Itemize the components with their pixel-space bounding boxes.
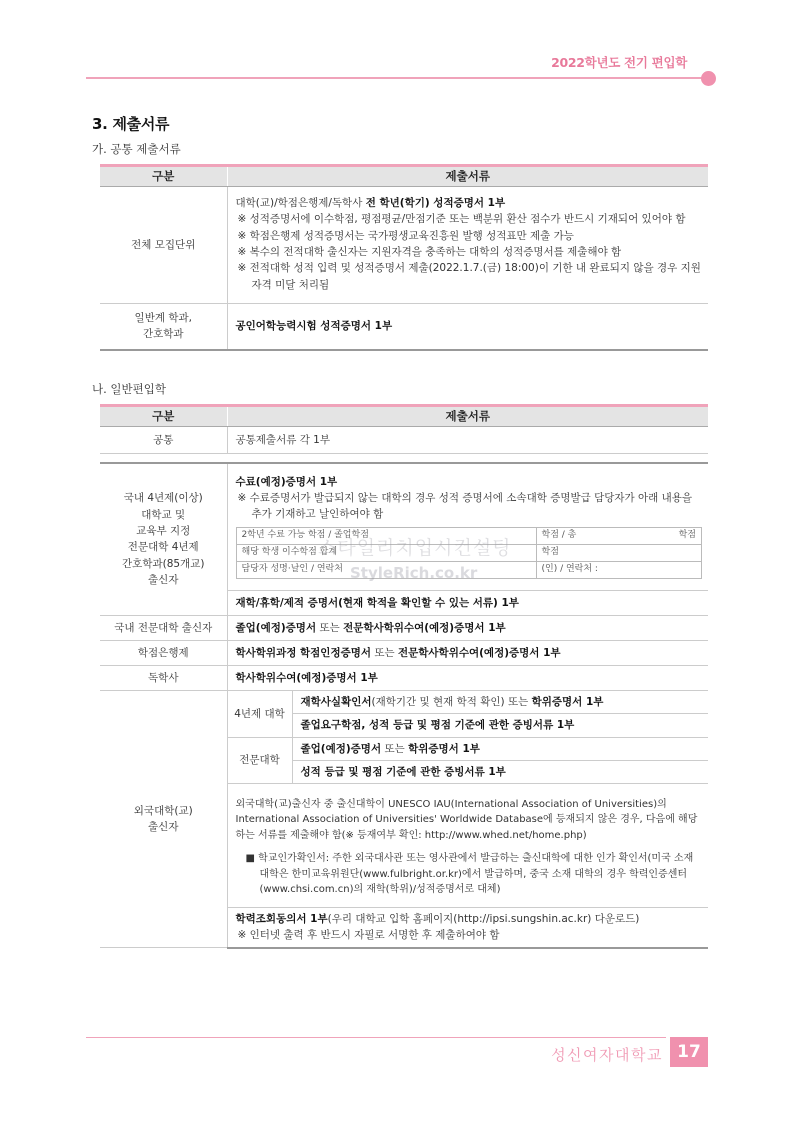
form-cell: 학점 — [536, 544, 702, 561]
enrollment-certificate: 재학/휴학/제적 증명서(현재 학적을 확인할 수 있는 서류) 1부 — [227, 591, 708, 616]
row-label-domestic4 — [100, 463, 227, 616]
connector: 또는 — [371, 646, 398, 659]
table-row — [100, 691, 708, 714]
footer-school-name: 성신여자대학교 — [551, 1046, 663, 1064]
form-cell: (인) / 연락처 : — [536, 561, 702, 578]
row-label-self-study: 독학사 — [100, 666, 227, 691]
row-content-junior — [227, 616, 708, 641]
part-a-title: 가. 공통 제출서류 — [92, 142, 181, 156]
form-cell: 학점 / 총 — [536, 527, 641, 544]
form-cell: 담당자 성명·날인 / 연락처 — [236, 561, 536, 578]
table-row — [100, 666, 708, 691]
note: ※ 학점은행제 성적증명서는 국가평생교육진흥원 발행 성적표만 제출 가능 — [237, 229, 574, 242]
label-line: 교육부 지정 — [136, 524, 191, 537]
table-row — [100, 304, 708, 350]
doc-name: 학위증명서 1부 — [408, 742, 480, 755]
section-title: 3. 제출서류 — [92, 115, 170, 133]
label-line: 국내 4년제(이상) — [123, 492, 203, 505]
form-cell: 2학년 수료 가능 학점 / 졸업학점 — [236, 527, 536, 544]
form-cell: 학점 — [641, 527, 702, 544]
row-content-junior-1 — [292, 737, 708, 760]
table-row — [100, 187, 708, 304]
page-number: 17 — [670, 1037, 708, 1067]
form-cell: 해당 학생 이수학점 합계 — [236, 544, 536, 561]
row-content-common: 공통제출서류 각 1부 — [227, 427, 708, 454]
col-header-category: 구분 — [100, 406, 227, 427]
row-content-unesco — [227, 784, 708, 908]
header-title: 2022학년도 전기 편입학 — [551, 55, 687, 70]
doc-name: 전문학사학위수여(예정)증명서 1부 — [343, 621, 506, 634]
doc-name: 학력조회동의서 1부 — [235, 913, 328, 926]
sub-label-4year: 4년제 대학 — [227, 691, 292, 738]
label-line: 간호학과 — [142, 328, 184, 341]
table-spacer — [100, 454, 708, 463]
header-divider — [86, 77, 706, 79]
doc-name: 학위증명서 1부 — [531, 696, 604, 708]
label-line: 전문대학 4년제 — [127, 541, 199, 554]
watermark-text: 스타일리치입시컨설팅 — [318, 537, 512, 559]
unesco-paragraph: 외국대학(교)출신자 중 출신대학이 UNESCO IAU(International Association of Universities)의 International Association of Universities' Worldwide Database에 등재되지 않은 경우, 다음에 해당하는 서류를 제출해야 함(※ 등재여부 확인: http://www.whed.net/home.php) — [235, 798, 698, 841]
row-content-all — [227, 187, 708, 304]
transcript-required: 전 학년(학기) 성적증명서 1부 — [365, 197, 506, 210]
row-label-credit-bank: 학점은행제 — [100, 641, 227, 666]
transcript-prefix: 대학(교)/학점은행제/독학사 — [235, 197, 366, 210]
label-line: 출신자 — [148, 573, 179, 586]
table-row — [100, 616, 708, 641]
label-line: 대학교 및 — [141, 508, 186, 521]
table-row — [100, 427, 708, 454]
col-header-documents: 제출서류 — [227, 406, 708, 427]
accreditation-bullet: ■ 학교인가확인서: 주한 외국대사관 또는 영사관에서 발급하는 출신대학에 대한 인가 확인서(미국 소재 대학은 한미교육위원단(www.fulbright.or.kr)에서 발급하며, 중국 소재 대학의 경우 학력인증센터(www.chsi.com.cn)의 재학(학위)/성적증명서로 대체) — [245, 853, 694, 896]
connector: 또는 — [316, 621, 344, 634]
row-content-4year-2: 졸업요구학점, 성적 등급 및 평점 기준에 관한 증빙서류 1부 — [292, 714, 708, 737]
footer-divider — [86, 1037, 666, 1038]
row-label-junior: 국내 전문대학 출신자 — [100, 616, 227, 641]
col-header-category: 구분 — [100, 166, 227, 187]
part-b-title: 나. 일반편입학 — [92, 382, 166, 396]
header-dot — [701, 71, 716, 86]
sub-label-junior: 전문대학 — [227, 737, 292, 784]
doc-name: 재학사실확인서 — [300, 696, 372, 708]
note: ※ 성적증명서에 이수학점, 평점평균/만점기준 또는 백분위 환산 점수가 반드시 기재되어 있어야 함 — [237, 213, 686, 226]
note: ※ 수료증명서가 발급되지 않는 대학의 경우 성적 증명서에 소속대학 증명발급 담당자가 아래 내용을 추가 기재하고 날인하여야 함 — [237, 492, 693, 521]
row-content-4year-1 — [292, 691, 708, 714]
common-documents-table — [100, 164, 708, 351]
note: ※ 복수의 전적대학 출신자는 지원자격을 충족하는 대학의 성적증명서를 제출해야 함 — [237, 246, 622, 258]
row-content-junior-2: 성적 등급 및 평점 기준에 관한 증빙서류 1부 — [292, 760, 708, 783]
general-transfer-table — [100, 404, 708, 949]
table-row — [100, 641, 708, 666]
row-content-language: 공인어학능력시험 성적증명서 1부 — [227, 304, 708, 350]
doc-name: 졸업(예정)증명서 — [235, 621, 317, 634]
doc-name: 졸업(예정)증명서 — [300, 742, 382, 755]
doc-name: 학사학위과정 학점인정증명서 — [235, 646, 372, 659]
doc-name: 전문학사학위수여(예정)증명서 1부 — [397, 646, 561, 659]
label-line: 일반계 학과, — [134, 311, 192, 324]
row-label-common: 공통 — [100, 427, 227, 454]
note: ※ 전적대학 성적 입력 및 성적증명서 제출(2022.1.7.(금) 18:00)이 기한 내 완료되지 않을 경우 지원자격 미달 처리됨 — [237, 262, 701, 291]
col-header-documents: 제출서류 — [227, 166, 708, 187]
label-line: 출신자 — [148, 821, 179, 834]
row-label-all: 전체 모집단위 — [100, 187, 227, 304]
row-label-foreign — [100, 691, 227, 948]
row-content-credit-bank — [227, 641, 708, 666]
label-line: 외국대학(교) — [133, 804, 193, 817]
row-content-consent — [227, 908, 708, 948]
consent-download: (우리 대학교 입학 홈페이지(http://ipsi.sungshin.ac.kr) 다운로드) — [327, 913, 640, 926]
row-content-self-study: 학사학위수여(예정)증명서 1부 — [227, 666, 708, 691]
watermark-url: StyleRich.co.kr — [350, 564, 478, 582]
label-line: 간호학과(85개교) — [122, 557, 205, 570]
note: ※ 인터넷 출력 후 반드시 자필로 서명한 후 제출하여야 함 — [237, 929, 500, 942]
completion-certificate: 수료(예정)증명서 1부 — [235, 475, 338, 488]
row-label-general — [100, 304, 227, 350]
connector: (재학기간 및 현재 학적 확인) 또는 — [371, 696, 532, 708]
connector: 또는 — [381, 742, 409, 755]
